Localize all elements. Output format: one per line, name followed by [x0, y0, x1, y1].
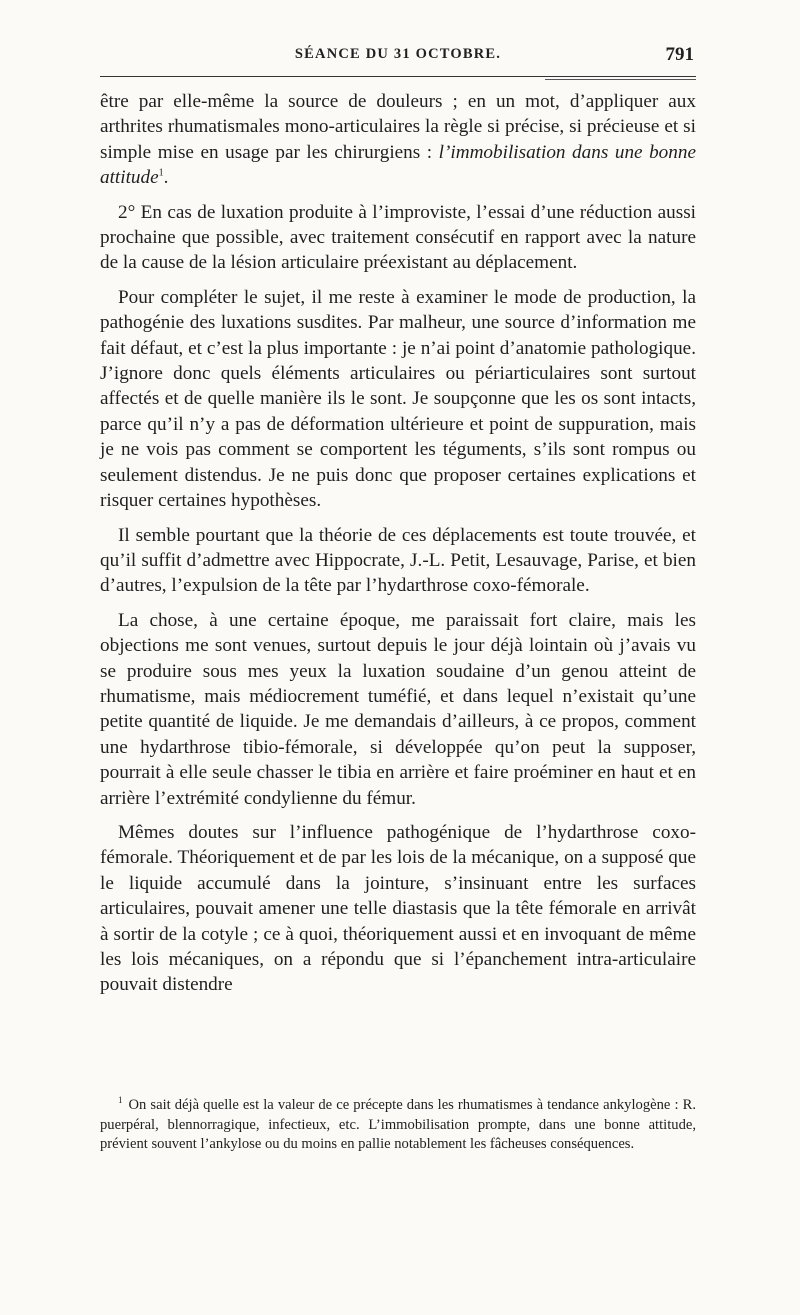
footnote — [100, 1096, 696, 1155]
footnote-number: 1 — [118, 1095, 123, 1106]
paragraph-2: 2° En cas de luxation produite à l’improviste, l’essai d’une réduction aussi prochaine que possible, avec traitement consécutif en rapport avec la nature de la cause de la lésion articulaire préexistant au déplacement. — [100, 201, 696, 274]
footnote-reference: 1 — [158, 167, 164, 179]
main-text — [100, 89, 696, 1007]
page-header — [100, 46, 696, 70]
paragraph-1 — [100, 89, 696, 191]
paragraph-3: Pour compléter le sujet, il me reste à examiner le mode de production, la pathogénie des luxations susdites. Par malheur, une source d’information me fait défaut, et c’est la plus importante : je n’ai point d’anatomie pathologique. J’ignore donc quels éléments articulaires ou périarticulaires sont surtout affectés et de quelle manière ils le sont. Je soupçonne que les os sont intacts, parce qu’il n’y a pas de déformation ultérieure et point de suppuration, mais je ne vois pas comment se comportent les téguments, s’ils sont rompus ou seulement distendus. Je ne puis donc que proposer certaines explications et risquer certaines hypothèses. — [100, 286, 696, 512]
header-rule — [100, 76, 696, 77]
paragraph-1-italic: l’immobilisation dans une bonne attitude — [100, 141, 696, 189]
paragraph-5: La chose, à une certaine époque, me paraissait fort claire, mais les objections me sont venues, surtout depuis le jour déjà lointain où j’avais vu se produire sous mes yeux la luxation soudaine d’un genou atteint de rhumatisme, mais médiocrement tuméfié, et dans lequel n’existait qu’une petite quantité de liquide. Je me demandais d’ailleurs, à ce propos, comment une hydarthrose tibio-fémorale, si développée qu’on peut la supposer, pourrait à elle seule chasser le tibia en arrière et faire proéminer en haut et en arrière l’extrémité condylienne du fémur. — [100, 609, 696, 809]
page-number: 791 — [665, 44, 694, 65]
paragraph-1-text: être par elle-même la source de douleurs ; en un mot, d’appliquer aux arthrites rhumatismales mono-articulaires la règle si précise, si précieuse et si simple mise en usage par les chirurgiens : — [100, 91, 696, 163]
header-rule-secondary — [545, 79, 696, 80]
paragraph-1-end: . — [163, 167, 169, 189]
footnote-text: On sait déjà quelle est la valeur de ce précepte dans les rhumatismes à tendance ankylogène : R. puerpéral, blennorragique, infectieux, etc. L’immobilisation prompte, dans une bonne attitude, prévient souvent l’ankylose ou du moins en pallie notablement les fâcheuses conséquences. — [100, 1097, 696, 1153]
running-title: SÉANCE DU 31 OCTOBRE. — [294, 46, 502, 62]
paragraph-6: Mêmes doutes sur l’influence pathogénique de l’hydarthrose coxo-fémorale. Théoriquement et de par les lois de la mécanique, on a supposé que le liquide accumulé dans la jointure, s’insinuant entre les surfaces articulaires, pouvait amener une telle diastasis que la tête fémorale en arrivât à sortir de la cotyle ; ce à quoi, théoriquement aussi et en invoquant de même les lois mécaniques, on a répondu que si l’épanchement intra-articulaire pouvait distendre — [100, 821, 696, 996]
paragraph-4: Il semble pourtant que la théorie de ces déplacements est toute trouvée, et qu’il suffit d’admettre avec Hippocrate, J.-L. Petit, Lesauvage, Parise, et bien d’autres, l’expulsion de la tête par l’hydarthrose coxo-fémorale. — [100, 524, 696, 597]
